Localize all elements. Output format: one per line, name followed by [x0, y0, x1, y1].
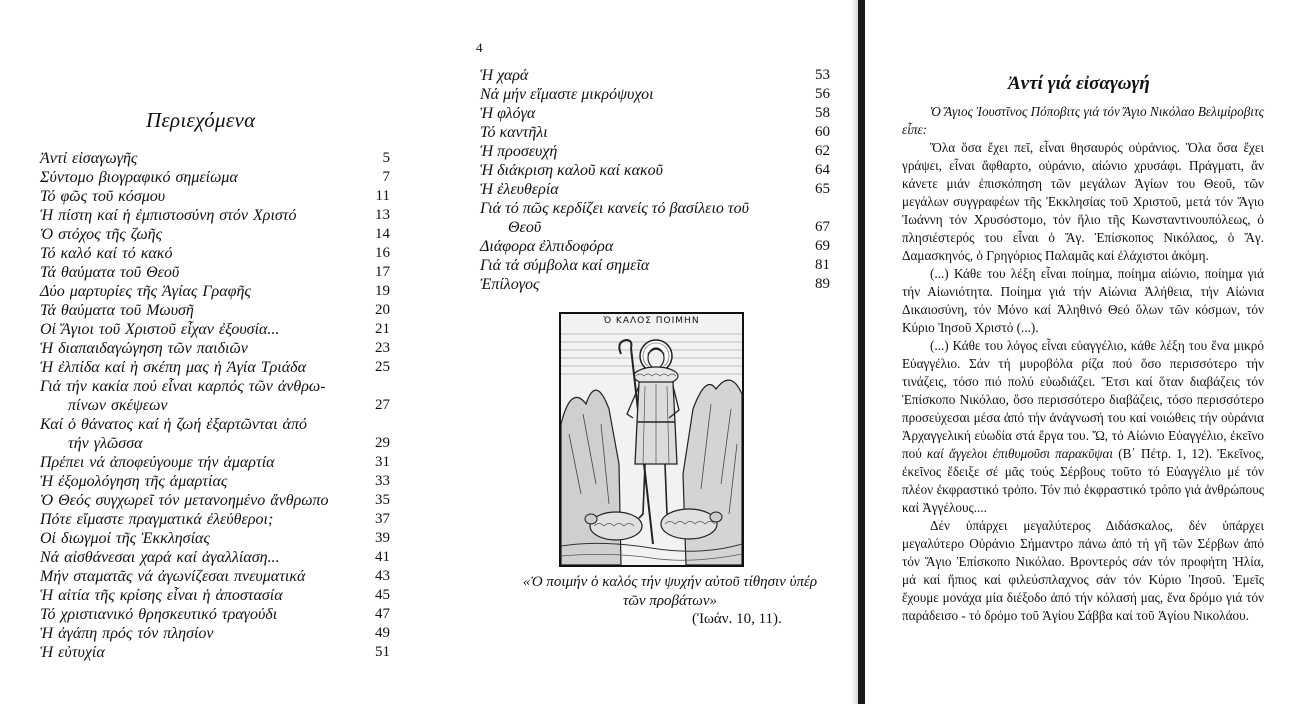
- intro-paragraph-text: (...) Κάθε του λόγος εἶναι εὐαγγέλιο, κάθε λέξη του ἕνα μικρό Εὐαγγέλιο. Σάν τή μυροβόλα ρίζα πού ὅσο περισσότερο τήν τινάζεις, τόσο πιό πολύ εὐωδιάζει. Ἔτσι καί ὅταν διαβάζεις τόν Ἐπίσκοπο Νικόλαο, ὅσο περισσότερο διαβάζεις, τόσο περισσότερο προσεύχεσαι μέσα ἀπό τήν ἀνάγνωσή του καί νοιώθεις τήν οὐράνια Ἀρχαγγελική εὐωδία στά ἔργα του. Ὤ, τό Αἰώνιο Εὐαγγέλιο, ἐκεῖνο πού: [902, 338, 1264, 461]
- toc-entry: [40, 624, 390, 643]
- toc-page-number: 5: [382, 150, 390, 166]
- toc-entry: [40, 567, 390, 586]
- toc-entry-title: Τά θαύματα τοῦ Θεοῦ: [40, 264, 180, 281]
- toc-entry: [40, 301, 390, 320]
- toc-entry-title: Ἡ ἀγάπη πρός τόν πλησίον: [40, 625, 214, 642]
- toc-page-number: 51: [375, 644, 390, 660]
- toc-entry: [40, 377, 390, 415]
- toc-page-number: 37: [375, 511, 390, 527]
- intro-body: [902, 103, 1264, 625]
- toc-page-number: 25: [375, 359, 390, 375]
- toc-entry-title: Πότε εἴμαστε πραγματικά ἐλεύθεροι;: [40, 511, 274, 528]
- toc-entry: [40, 453, 390, 472]
- intro-paragraph: Δέν ὑπάρχει μεγαλύτερος Διδάσκαλος, δέν ὑπάρχει μεγαλύτερο Οὐράνιο Σήμαντρο πάνω ἀπό τή γῆ τῶν Σέρβων ἀπό τόν Ἅγιο Ἐπίσκοπο Νικόλαο. Βροντερός σάν τόν προφήτη Ἠλία, μά καί ἤπιος καί φιλεύσπλαχνος σάν τόν Κύριο Ἰησοῦ. Ἐμεῖς ἔχουμε μονάχα μία διέξοδο ἀπό τήν κόλασή μας, ἕνα δρόμο γιά τόν παράδεισο - τό δρόμο τοῦ Ἁγίου Σάββα καί τοῦ Ἁγίου Νικολάου.: [902, 518, 1264, 623]
- toc-entry-title: Γιά τά σύμβολα καί σημεῖα: [480, 257, 650, 274]
- toc-page-number: 16: [375, 245, 390, 261]
- toc-entry: [40, 149, 390, 168]
- toc-entry-title: πίνων σκέψεων: [68, 397, 168, 414]
- intro-quote: καί ἄγγελοι ἐπιθυμοῦσι παρακῦψαι: [926, 446, 1114, 461]
- toc-entry: [480, 237, 830, 256]
- toc-page-number: 20: [375, 302, 390, 318]
- toc-page-number: 56: [815, 86, 830, 102]
- toc-entry-title: Ἀντί εἰσαγωγῆς: [40, 150, 138, 167]
- toc-page-number: 13: [375, 207, 390, 223]
- page-number: 4: [476, 40, 483, 55]
- toc-entry-title: Σύντομο βιογραφικό σημείωμα: [40, 169, 238, 186]
- toc-page-number: 29: [375, 435, 390, 451]
- toc-page-number: 62: [815, 143, 830, 159]
- intro-paragraph: Ὅλα ὅσα ἔχει πεῖ, εἶναι θησαυρός οὐράνιος. Ὅλα ὅσα ἔχει γράψει, εἶναι ἄφθαρτο, οὐράνιο, αἰώνιο χρυσάφι. Πράγματι, ἄν κάνετε μιάν ἐπισκόπηση τῶν μεγάλων Ἁγίων του Θεοῦ, τῶν μεγάλων συγγραφέων τῆς Ἐκκλησίας τοῦ Χριστοῦ, μετά τόν Ἅγιο Ἰωάννη τόν Χρυσόστομο, τόν ἥλιο τῆς Κωνσταντινουπόλεως, ὁ πλησιέστερός του εἶναι ὁ Ἅγ. Ἐπίσκοπος Νικόλαος, ὁ Ἅγ. Δαμασκηνός, ὁ Γρηγόριος Παλαμᾶς καί ἐλάχιστοι ἀκόμη.: [902, 140, 1264, 263]
- toc-entry-title: Τό χριστιανικό θρησκευτικό τραγούδι: [40, 606, 278, 623]
- toc-entry: [40, 415, 390, 453]
- toc-entry-title: Ὁ στόχος τῆς ζωῆς: [40, 226, 163, 243]
- toc-entry: [40, 643, 390, 662]
- toc-page-number: 17: [375, 264, 390, 280]
- toc-entry: [40, 605, 390, 624]
- caption-reference: (Ἰωάν. 10, 11).: [692, 611, 782, 627]
- toc-entry-title: Οἱ διωγμοί τῆς Ἐκκλησίας: [40, 530, 210, 547]
- toc-entry: [40, 263, 390, 282]
- intro-paragraph-text: (Β΄ Πέτρ. 1, 12). Ἐκεῖνος, ἐκεῖνος ἔδειξε σέ μᾶς τούς Σέρβους τοῦτο τό Εὐαγγέλιο μέ τόν πλέον ἐκφραστικό τρόπο. Τόν πιό ἐκφραστικό τρόπο γιά ἀνθρώπους καί Ἀγγέλους....: [902, 446, 1265, 515]
- toc-page-number: 33: [375, 473, 390, 489]
- good-shepherd-icon: [559, 312, 744, 567]
- toc-entry-title: τήν γλῶσσα: [68, 435, 143, 452]
- toc-entry: [40, 586, 390, 605]
- intro-paragraph: [902, 337, 1264, 517]
- toc-entry-title: Ἡ εὐτυχία: [40, 644, 105, 661]
- toc-page-number: 21: [375, 321, 390, 337]
- toc-entry: [480, 180, 830, 199]
- toc-page-number: 31: [375, 454, 390, 470]
- toc-entry: [40, 320, 390, 339]
- toc-entry-title: Τό καλό καί τό κακό: [40, 245, 173, 262]
- toc-page-number: 89: [815, 276, 830, 292]
- toc-entry-title: Δύο μαρτυρίες τῆς Ἁγίας Γραφῆς: [40, 283, 251, 300]
- toc-entry: [40, 244, 390, 263]
- book-gutter: [858, 0, 865, 704]
- toc-entry-title: Ἡ ἐλευθερία: [480, 181, 559, 198]
- intro-lead: Ὁ Ἅγιος Ἰουστῖνος Πόποβιτς γιά τόν Ἅγιο Νικόλαο Βελιμίροβιτς εἶπε:: [902, 104, 1264, 137]
- toc-entry: [40, 187, 390, 206]
- toc-entry-title: Ἡ αἰτία τῆς κρίσης εἶναι ἡ ἀποστασία: [40, 587, 283, 604]
- toc-page-number: 60: [815, 124, 830, 140]
- toc-entry-title: Πρέπει νά ἀποφεύγουμε τήν ἁμαρτία: [40, 454, 275, 471]
- toc-page-number: 35: [375, 492, 390, 508]
- toc-entry-title: Ἡ ἐξομολόγηση τῆς ἁμαρτίας: [40, 473, 228, 490]
- toc-page-number: 65: [815, 181, 830, 197]
- icon-caption: «Ὁ ποιμήν ὁ καλός τήν ψυχήν αὐτοῦ τίθησιν ὑπέρ τῶν προβάτων»: [522, 574, 818, 609]
- toc-entry: [40, 510, 390, 529]
- toc-entry: [40, 472, 390, 491]
- toc-page-number: 64: [815, 162, 830, 178]
- toc-entry-title: Ἐπίλογος: [480, 276, 540, 293]
- toc-page-number: 23: [375, 340, 390, 356]
- toc-page-number: 7: [382, 169, 390, 185]
- toc-entry: [40, 548, 390, 567]
- toc-entry-title: Μήν σταματᾶς νά ἀγωνίζεσαι πνευματικά: [40, 568, 306, 585]
- toc-entry-title: Ἡ χαρά: [480, 67, 529, 84]
- intro-paragraph: (...) Κάθε του λέξη εἶναι ποίημα, ποίημα αἰώνιο, ποίημα γιά τήν Αἰωνιότητα. Ποίημα γιά τήν Αἰώνια Ἀλήθεια, τήν Αἰώνια Δικαιοσύνη, τόν Μόνο καί Ἀληθινό Θεό ὅλων τῶν κόσμων, τόν Κύριο Ἰησοῦ Χριστό (...).: [902, 266, 1264, 335]
- toc-entry: [480, 66, 830, 85]
- toc-title: Περιεχόμενα: [146, 108, 256, 132]
- toc-entry: [40, 206, 390, 225]
- toc-middle-column: [480, 66, 830, 294]
- toc-entry: [40, 339, 390, 358]
- page-edge: [851, 0, 858, 704]
- toc-page-number: 53: [815, 67, 830, 83]
- toc-entry-title: Τό καντῆλι: [480, 124, 548, 141]
- good-shepherd-drawing: [561, 314, 742, 565]
- toc-page-number: 45: [375, 587, 390, 603]
- toc-entry-title: Ἡ φλόγα: [480, 105, 536, 122]
- toc-entry-title: Νά αἰσθάνεσαι χαρά καί ἀγαλλίαση...: [40, 549, 280, 566]
- toc-page-number: 49: [375, 625, 390, 641]
- toc-entry-title: Γιά τό πῶς κερδίζει κανείς τό βασίλειο τοῦ: [480, 200, 749, 217]
- toc-entry-title: Ἡ προσευχή: [480, 143, 558, 160]
- toc-entry-title: Ἡ ἐλπίδα καί ἡ σκέπη μας ἡ Ἁγία Τριάδα: [40, 359, 306, 376]
- toc-entry-title: Ὁ Θεός συγχωρεῖ τόν μετανοημένο ἄνθρωπο: [40, 492, 329, 509]
- intro-heading: Ἀντί γιά εἰσαγωγή: [1008, 73, 1150, 94]
- toc-entry-title: Ἡ πίστη καί ἡ ἐμπιστοσύνη στόν Χριστό: [40, 207, 297, 224]
- toc-entry: [40, 529, 390, 548]
- toc-page-number: 41: [375, 549, 390, 565]
- toc-entry-title: Νά μήν εἴμαστε μικρόψυχοι: [480, 86, 654, 103]
- toc-entry: [40, 225, 390, 244]
- toc-page-number: 81: [815, 257, 830, 273]
- toc-entry-title: Καί ὁ θάνατος καί ἡ ζωή ἐξαρτῶνται ἀπό: [40, 416, 307, 433]
- toc-entry: [480, 104, 830, 123]
- toc-entry: [40, 282, 390, 301]
- toc-entry-title: Τό φῶς τοῦ κόσμου: [40, 188, 166, 205]
- toc-page-number: 19: [375, 283, 390, 299]
- toc-entry: [480, 199, 830, 237]
- toc-page-number: 47: [375, 606, 390, 622]
- toc-entry: [40, 168, 390, 187]
- toc-entry-title: Οἱ Ἅγιοι τοῦ Χριστοῦ εἶχαν ἐξουσία...: [40, 321, 280, 338]
- toc-entry: [480, 142, 830, 161]
- toc-entry: [480, 123, 830, 142]
- toc-entry: [480, 161, 830, 180]
- toc-entry: [480, 275, 830, 294]
- toc-entry-title: Ἡ διάκριση καλοῦ καί κακοῦ: [480, 162, 664, 179]
- toc-page-number: 58: [815, 105, 830, 121]
- toc-entry: [480, 85, 830, 104]
- toc-entry-title: Τά θαύματα τοῦ Μωυσῆ: [40, 302, 194, 319]
- toc-page-number: 67: [815, 219, 830, 235]
- toc-page-number: 14: [375, 226, 390, 242]
- toc-entry: [40, 358, 390, 377]
- toc-page-number: 27: [375, 397, 390, 413]
- toc-page-number: 43: [375, 568, 390, 584]
- toc-page-number: 69: [815, 238, 830, 254]
- toc-entry-title: Γιά τήν κακία πού εἶναι καρπός τῶν ἀνθρω-: [40, 378, 326, 395]
- toc-entry-title: Θεοῦ: [508, 219, 542, 236]
- toc-left-column: [40, 149, 390, 662]
- toc-page-number: 11: [375, 188, 390, 204]
- icon-inscription: Ὁ ΚΑΛΟΣ ΠΟΙΜΗΝ: [603, 316, 700, 326]
- toc-entry-title: Διάφορα ἐλπιδοφόρα: [480, 238, 614, 255]
- toc-entry: [480, 256, 830, 275]
- toc-page-number: 39: [375, 530, 390, 546]
- toc-entry: [40, 491, 390, 510]
- toc-entry-title: Ἡ διαπαιδαγώγηση τῶν παιδιῶν: [40, 340, 248, 357]
